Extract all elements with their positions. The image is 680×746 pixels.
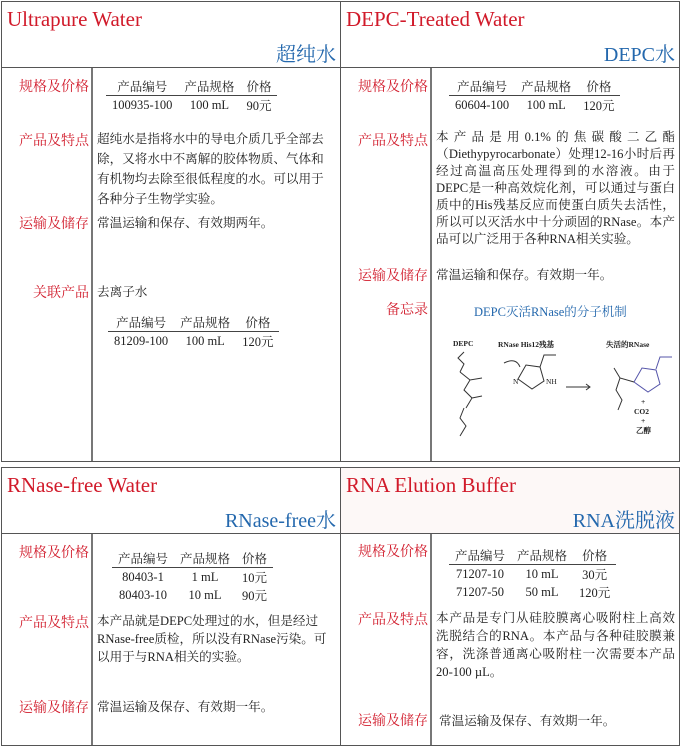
diagram-label-ethanol: 乙醇: [636, 426, 651, 435]
spec-label: 规格及价格: [19, 546, 89, 561]
panel-header: [341, 468, 679, 534]
features-text: 本产品是用0.1%的焦碳酸二乙酯（Diethypyrocarbonate）处理12-16小时后再经过高温高压处理得到的水溶液。由于DEPC是一种高效烷化剂，可以通过与蛋白质中的His残基反应而使蛋白质失去活性，所以可以灭活水中十分顽固的RNase。本产品可以广泛用于各种RNA相关实验。: [436, 130, 675, 246]
col-header: 产品规格: [515, 77, 577, 96]
cell: 90元: [242, 589, 268, 603]
cell: 100 mL: [189, 97, 230, 112]
column-divider: [430, 68, 432, 461]
column-divider: [91, 68, 93, 461]
memo-label: 备忘录: [386, 303, 428, 318]
panel-header: [341, 2, 679, 68]
product-subtitle: RNA洗脱液: [572, 510, 675, 532]
col-header: 产品规格: [174, 549, 236, 568]
col-header: 产品规格: [178, 77, 240, 96]
col-header: 产品编号: [108, 313, 174, 332]
features-text: 超纯水是指将水中的导电介质几乎全部去除，又将水中不离解的胶体物质、气体和有机物均去除至很低程度的水。可以用于各种分子生物学实验。: [97, 132, 324, 206]
col-header: 价格: [236, 549, 273, 568]
diagram-label-nh: NH: [546, 377, 557, 386]
storage-text: 常温运输和保存。有效期一年。: [436, 268, 613, 282]
diagram-label-plus: +: [641, 416, 646, 425]
diagram-label-n: N: [513, 377, 519, 386]
col-header: 价格: [573, 546, 616, 565]
table-row: [112, 586, 273, 604]
diagram-label-his: RNase His12残基: [498, 340, 555, 349]
diagram-label-plus: +: [641, 397, 646, 406]
table-row: [449, 96, 620, 115]
cell: 100 mL: [526, 97, 566, 112]
related-label: 关联产品: [33, 286, 89, 301]
cell: 80403-1: [122, 569, 164, 584]
storage-text: 常温运输和保存、有效期两年。: [97, 216, 274, 230]
diagram-label-co2: CO2: [634, 407, 649, 416]
table-row: [106, 96, 277, 115]
related-table: [108, 313, 279, 350]
cell: 90元: [246, 99, 272, 113]
product-panel-ultrapure-water: [1, 1, 341, 462]
depc-mechanism-diagram: [436, 297, 676, 447]
cell: 30元: [582, 568, 608, 582]
cell: 100 mL: [185, 333, 225, 348]
spec-label: 规格及价格: [358, 545, 428, 560]
storage-label: 运输及储存: [19, 217, 89, 232]
diagram-label-inactive: 失活的RNase: [606, 340, 650, 349]
column-divider: [430, 534, 432, 745]
cell: 80403-10: [119, 587, 167, 602]
diagram-label-depc: DEPC: [453, 339, 474, 348]
col-header: 价格: [240, 77, 277, 96]
cell: 50 mL: [525, 584, 559, 599]
cell: 1 mL: [191, 569, 219, 584]
related-text: 去离子水: [97, 285, 148, 299]
features-label: 产品及特点: [358, 613, 428, 628]
features-label: 产品及特点: [19, 134, 89, 149]
table-row: [108, 332, 279, 351]
diagram-title: DEPC灭活RNase的分子机制: [474, 305, 627, 319]
spec-label: 规格及价格: [358, 80, 428, 95]
product-subtitle: DEPC水: [603, 44, 675, 66]
features-text: 本产品是专门从硅胶膜离心吸附柱上高效洗脱结合的RNA。本产品与各种硅胶膜兼容，洗涤普通离心吸附柱一次需要本产品20-100 µL。: [436, 611, 675, 679]
col-header: 产品编号: [449, 77, 515, 96]
cell: 120元: [242, 335, 274, 349]
cell: 10元: [242, 571, 268, 585]
cell: 120元: [579, 586, 611, 600]
features-label: 产品及特点: [19, 616, 89, 631]
cell: 120元: [583, 99, 615, 113]
cell: 81209-100: [114, 333, 169, 348]
product-title: RNA Elution Buffer: [346, 473, 516, 497]
col-header: 产品编号: [449, 546, 511, 565]
product-subtitle: RNase-free水: [224, 510, 336, 532]
storage-label: 运输及储存: [19, 701, 89, 716]
col-header: 产品规格: [511, 546, 573, 565]
product-title: RNase-free Water: [7, 473, 158, 497]
col-header: 产品编号: [106, 77, 178, 96]
storage-label: 运输及储存: [358, 269, 428, 284]
product-title: Ultrapure Water: [7, 7, 142, 31]
panel-header: [2, 468, 340, 534]
product-subtitle: 超纯水: [276, 44, 336, 66]
product-title: DEPC-Treated Water: [346, 7, 525, 31]
table-row: [112, 568, 273, 587]
col-header: 产品编号: [112, 549, 174, 568]
cell: 10 mL: [188, 587, 222, 602]
features-text: 本产品就是DEPC处理过的水，但是经过RNase-free质检，所以没有RNase污染。可以用于与RNA相关的实验。: [97, 614, 327, 664]
spec-label: 规格及价格: [19, 80, 89, 95]
spec-table: [449, 77, 620, 114]
table-row: [449, 565, 616, 584]
table-row: [449, 583, 616, 601]
spec-table: [106, 77, 277, 114]
storage-label: 运输及储存: [358, 714, 428, 729]
product-panel-depc-water: [340, 1, 680, 462]
cell: 71207-50: [456, 584, 504, 599]
cell: 71207-10: [456, 566, 504, 581]
cell: 10 mL: [525, 566, 559, 581]
col-header: 价格: [236, 313, 279, 332]
col-header: 价格: [577, 77, 620, 96]
cell: 60604-100: [455, 97, 510, 112]
product-panel-rna-elution-buffer: [340, 467, 680, 746]
column-divider: [91, 534, 93, 745]
product-panel-rnase-free-water: [1, 467, 341, 746]
panel-header: [2, 2, 340, 68]
col-header: 产品规格: [174, 313, 236, 332]
features-label: 产品及特点: [358, 134, 428, 149]
storage-text: 常温运输及保存、有效期一年。: [97, 700, 274, 714]
spec-table: [449, 546, 616, 601]
cell: 100935-100: [112, 97, 173, 112]
storage-text: 常温运输及保存、有效期一年。: [439, 714, 616, 728]
molecule-structures: [436, 297, 676, 447]
spec-table: [112, 549, 273, 604]
